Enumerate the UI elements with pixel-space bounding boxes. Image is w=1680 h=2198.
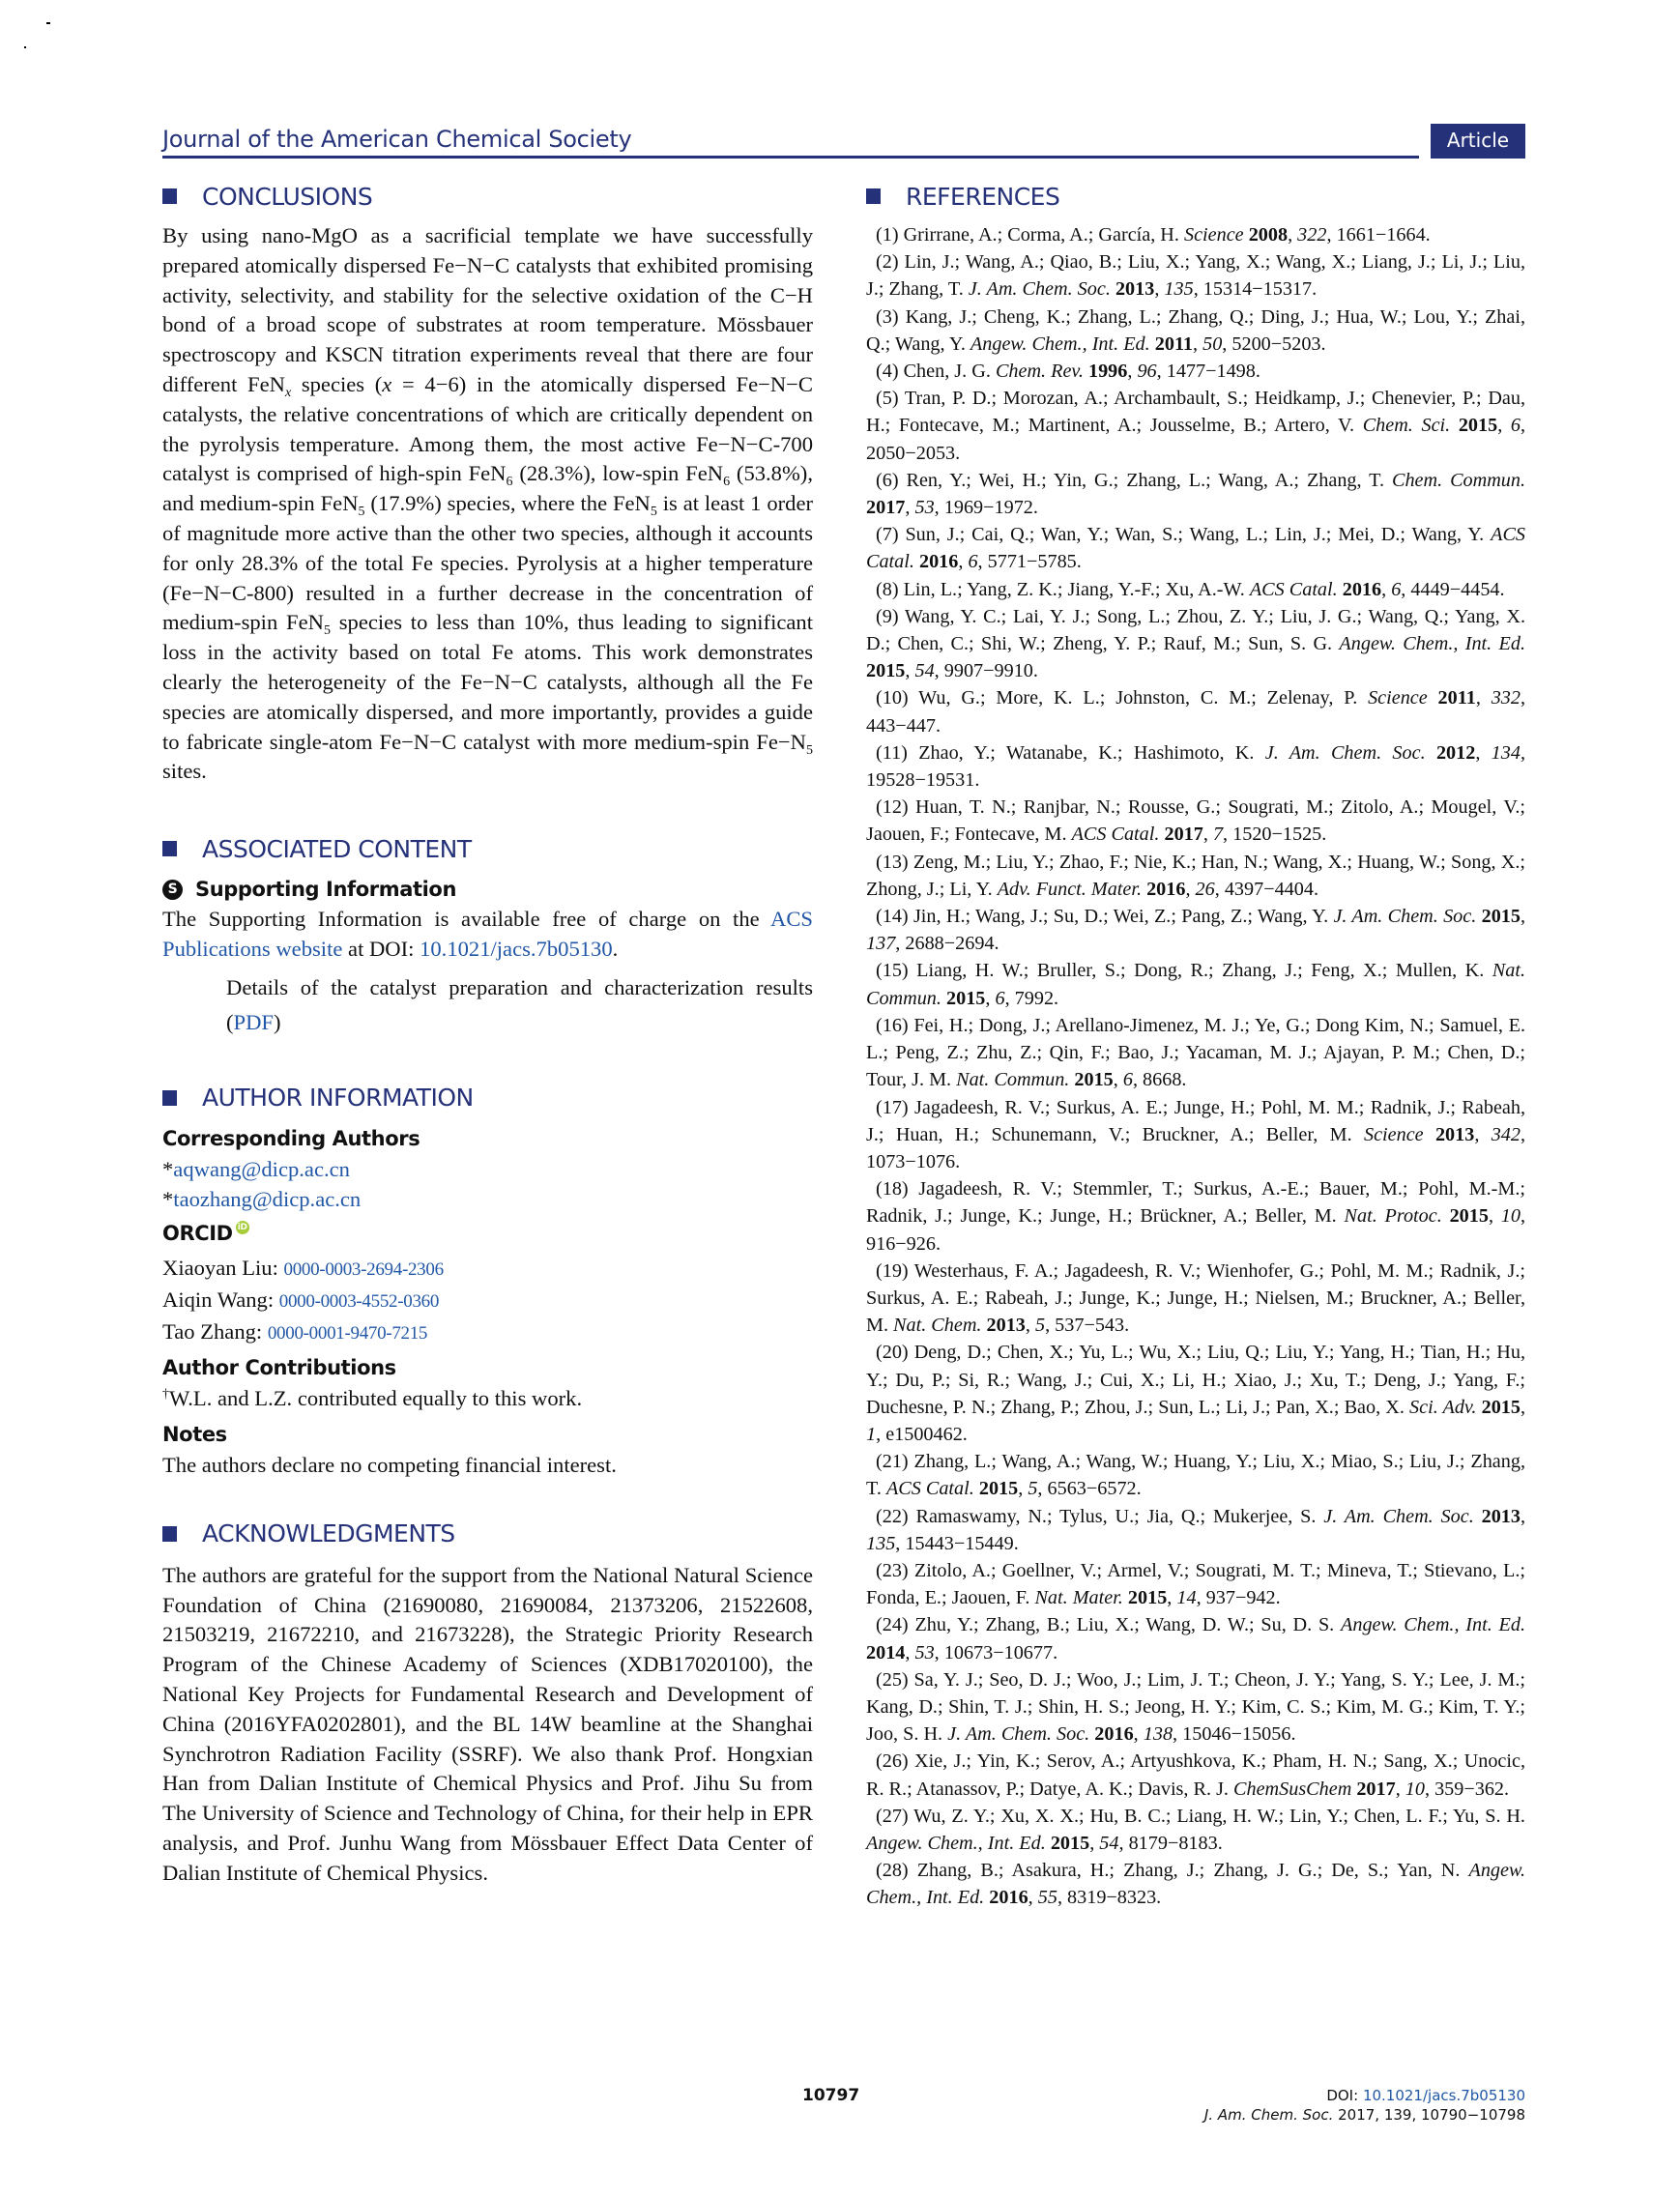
reference-item: (10) Wu, G.; More, K. L.; Johnston, C. M.; Zelenay, P. Science 2011, 332, 443−447. [866, 687, 1526, 737]
header-rule [162, 156, 1419, 159]
reference-item: (27) Wu, Z. Y.; Xu, X. X.; Hu, B. C.; Liang, H. W.; Lin, Y.; Chen, L. F.; Yu, S. H. Angew. Chem., Int. Ed. 2015, 54, 8179−8183. [866, 1805, 1525, 1854]
reference-item: (15) Liang, H. W.; Bruller, S.; Dong, R.; Zhang, J.; Feng, X.; Mullen, K. Nat. Commun. 2015, 6, 7992. [866, 960, 1525, 1009]
corresponding-authors-heading: Corresponding Authors [162, 1126, 420, 1150]
acknowledgments-heading: ACKNOWLEDGMENTS [162, 1517, 813, 1551]
pdf-link[interactable]: PDF [233, 1009, 274, 1034]
orcid-link[interactable]: 0000-0003-2694-2306 [283, 1258, 444, 1280]
running-header [162, 124, 1525, 159]
section-square-icon [162, 1090, 177, 1106]
reference-item: (2) Lin, J.; Wang, A.; Qiao, B.; Liu, X.; Yang, X.; Wang, X.; Liang, J.; Li, J.; Liu, J.; Zhang, T. J. Am. Chem. Soc. 2013, 135, 15314−15317. [866, 251, 1526, 301]
footer-citation: DOI: 10.1021/jacs.7b05130 J. Am. Chem. Soc. 2017, 139, 10790−10798 [1203, 2087, 1525, 2124]
email-row: *aqwang@dicp.ac.cn [162, 1156, 350, 1181]
orcid-row: Aiqin Wang: 0000-0003-4552-0360 [162, 1287, 440, 1312]
orcid-icon: iD [236, 1221, 249, 1234]
orcid-row: Xiaoyan Liu: 0000-0003-2694-2306 [162, 1255, 444, 1280]
reference-item: (26) Xie, J.; Yin, K.; Serov, A.; Artyushkova, K.; Pham, H. N.; Sang, X.; Unocic, R. R.; Atanassov, P.; Datye, A. K.; Davis, R. J. ChemSusChem 2017, 10, 359−362. [866, 1750, 1526, 1800]
reference-item: (12) Huan, T. N.; Ranjbar, N.; Rousse, G.; Sougrati, M.; Zitolo, A.; Mougel, V.; Jaouen, F.; Fontecave, M. ACS Catal. 2017, 7, 1520−1525. [866, 796, 1525, 846]
author-information-heading: AUTHOR INFORMATION [162, 1081, 813, 1115]
email-link[interactable]: aqwang@dicp.ac.cn [173, 1156, 350, 1181]
section-square-icon [162, 841, 177, 856]
reference-item: (24) Zhu, Y.; Zhang, B.; Liu, X.; Wang, D. W.; Su, D. S. Angew. Chem., Int. Ed. 2014, 53, 10673−10677. [866, 1614, 1526, 1663]
reference-item: (28) Zhang, B.; Asakura, H.; Zhang, J.; Zhang, J. G.; De, S.; Yan, N. Angew. Chem., Int. Ed. 2016, 55, 8319−8323. [866, 1860, 1525, 1909]
reference-item: (21) Zhang, L.; Wang, A.; Wang, W.; Huang, Y.; Liu, X.; Miao, S.; Liu, J.; Zhang, T. ACS Catal. 2015, 5, 6563−6572. [866, 1451, 1525, 1500]
associated-content-heading: ASSOCIATED CONTENT [162, 831, 813, 866]
supporting-information-heading: S Supporting Information [162, 874, 813, 905]
reference-item: (18) Jagadeesh, R. V.; Stemmler, T.; Surkus, A.-E.; Bauer, M.; Pohl, M.-M.; Radnik, J.; Junge, K.; Junge, H.; Brückner, A.; Beller, M. Nat. Protoc. 2015, 10, 916−926. [866, 1178, 1526, 1255]
acs-publications-link[interactable]: ACS Publications website [162, 907, 813, 961]
supporting-info-detail: Details of the catalyst preparation and characterization results (PDF) [226, 974, 813, 1034]
doi-link[interactable]: 10.1021/jacs.7b05130 [420, 936, 613, 961]
orcid-link[interactable]: 0000-0001-9470-7215 [267, 1322, 428, 1344]
left-column [162, 179, 813, 1889]
reference-item: (25) Sa, Y. J.; Seo, D. J.; Woo, J.; Lim, J. T.; Cheon, J. Y.; Yang, S. Y.; Lee, J. M.; Kang, D.; Shin, T. J.; Shin, H. S.; Jeong, H. Y.; Kim, C. S.; Kim, M. G.; Kim, T. Y.; Joo, S. H. J. Am. Chem. Soc. 2016, 138, 15046−15056. [866, 1668, 1526, 1746]
section-square-icon [162, 1526, 177, 1542]
footer-doi-link[interactable]: 10.1021/jacs.7b05130 [1362, 2087, 1525, 2104]
acknowledgments-section [162, 1517, 813, 1889]
supporting-info-icon: S [162, 880, 183, 900]
reference-item: (7) Sun, J.; Cai, Q.; Wan, Y.; Wan, S.; Wang, L.; Lin, J.; Mei, D.; Wang, Y. ACS Catal. 2016, 6, 5771−5785. [866, 524, 1526, 573]
reference-item: (9) Wang, Y. C.; Lai, Y. J.; Song, L.; Zhou, Z. Y.; Liu, J. G.; Wang, Q.; Yang, X. D.; Chen, C.; Shi, W.; Zheng, Y. P.; Rauf, M.; Sun, S. G. Angew. Chem., Int. Ed. 2015, 54, 9907−9910. [866, 605, 1526, 682]
email-row: *taozhang@dicp.ac.cn [162, 1186, 362, 1211]
reference-item: (22) Ramaswamy, N.; Tylus, U.; Jia, Q.; Mukerjee, S. J. Am. Chem. Soc. 2013, 135, 15443−15449. [866, 1505, 1526, 1554]
references-heading: REFERENCES [866, 179, 1525, 214]
section-square-icon [162, 188, 177, 204]
reference-list [866, 221, 1525, 1912]
reference-item: (20) Deng, D.; Chen, X.; Yu, L.; Wu, X.; Liu, Q.; Liu, Y.; Yang, H.; Tian, H.; Hu, Y.; Du, P.; Si, R.; Wang, J.; Cui, X.; Li, H.; Xiao, J.; Xu, T.; Deng, J.; Yang, F.; Duchesne, P. N.; Zhang, P.; Zhou, J.; Sun, L.; Li, J.; Pan, X.; Bao, X. Sci. Adv. 2015, 1, e1500462. [866, 1342, 1526, 1445]
crop-mark [46, 22, 50, 24]
notes-heading: Notes [162, 1422, 227, 1446]
reference-item: (8) Lin, L.; Yang, Z. K.; Jiang, Y.-F.; Xu, A.-W. ACS Catal. 2016, 6, 4449−4454. [876, 578, 1505, 600]
crop-mark [24, 46, 26, 48]
reference-item: (17) Jagadeesh, R. V.; Surkus, A. E.; Junge, H.; Pohl, M. M.; Radnik, J.; Rabeah, J.; Huan, H.; Schunemann, V.; Bruckner, A.; Beller, M. Science 2013, 342, 1073−1076. [866, 1096, 1526, 1172]
email-link[interactable]: taozhang@dicp.ac.cn [173, 1186, 362, 1211]
conclusions-heading: CONCLUSIONS [162, 179, 813, 214]
reference-item: (3) Kang, J.; Cheng, K.; Zhang, L.; Zhang, Q.; Ding, J.; Hua, W.; Lou, Y.; Zhai, Q.; Wang, Y. Angew. Chem., Int. Ed. 2011, 50, 5200−5203. [866, 305, 1526, 355]
author-contributions-text: †W.L. and L.Z. contributed equally to this work. [162, 1385, 583, 1410]
orcid-heading: ORCID iD [162, 1218, 813, 1249]
reference-item: (13) Zeng, M.; Liu, Y.; Zhao, F.; Nie, K.; Han, N.; Wang, X.; Huang, W.; Song, X.; Zhong, J.; Li, Y. Adv. Funct. Mater. 2016, 26, 4397−4404. [866, 851, 1526, 900]
acknowledgments-text: The authors are grateful for the support from the National Natural Science Foundation of China (21690080, 21690084, 21373206, 21522608, 21503219, 21672210, and 21673228), the Strategic Priority Research Program of the Chinese Academy of Sciences (XDB17020100), the National Key Projects for Fundamental Research and Development of China (2016YFA0202801), and the BL 14W beamline at the Shanghai Synchrotron Radiation Facility (SSRF). We also thank Prof. Hongxian Han from Dalian Institute of Chemical Physics and Prof. Jihu Su from The University of Science and Technology of China, for their help in EPR analysis, and Prof. Junhu Wang from Mössbauer Effect Data Center of Dalian Institute of Chemical Physics. [162, 1562, 813, 1885]
reference-item: (1) Grirrane, A.; Corma, A.; García, H. Science 2008, 322, 1661−1664. [876, 224, 1431, 246]
page-number: 10797 [802, 2086, 860, 2105]
conclusions-text: By using nano-MgO as a sacrificial template we have successfully prepared atomically dispersed Fe−N−C catalysts that exhibited promising activity, selectivity, and stability for the selective oxidation of the C−H bond of a broad scope of substrates at room temperature. Mössbauer spectroscopy and KSCN titration experiments reveal that there are four different FeN$_x$ species (x = 4−6) in the atomically dispersed Fe−N−C catalysts, the relative concentrations of which are critically dependent on the pyrolysis temperature. Among them, the most active Fe−N−C-700 catalyst is comprised of high-spin FeN$_6$ (28.3%), low-spin FeN$_6$ (53.8%), and medium-spin FeN$_5$ (17.9%) species, where the FeN$_5$ is at least 1 order of magnitude more active than the other two species, although it accounts for only 28.3% of the total Fe species. Pyrolysis at a higher temperature (Fe−N−C-800) resulted in a further decrease in the concentration of medium-spin FeN$_5$ species to less than 10%, thus leading to significant loss in the activity based on total Fe atoms. This work demonstrates clearly the heterogeneity of the Fe−N−C catalysts, although all the Fe species are atomically dispersed, and more importantly, provides a guide to fabricate single-atom Fe−N−C catalyst with more medium-spin $Fe-N_5$ sites. [162, 223, 813, 784]
reference-item: (19) Westerhaus, F. A.; Jagadeesh, R. V.; Wienhofer, G.; Pohl, M. M.; Radnik, J.; Surkus, A. E.; Rabeah, J.; Junge, K.; Junge, H.; Nielsen, M.; Bruckner, A.; Beller, M. Nat. Chem. 2013, 5, 537−543. [866, 1259, 1525, 1337]
conclusions-section [162, 179, 813, 787]
supporting-info-text: The Supporting Information is available free of charge on the ACS Publications website at DOI: 10.1021/jacs.7b05130. [162, 907, 813, 961]
author-contributions-heading: Author Contributions [162, 1355, 396, 1379]
journal-title: Journal of the American Chemical Society [162, 126, 632, 153]
notes-text: The authors declare no competing financial interest. [162, 1452, 617, 1477]
article-type-badge: Article [1431, 124, 1525, 159]
reference-item: (23) Zitolo, A.; Goellner, V.; Armel, V.; Sougrati, M. T.; Mineva, T.; Stievano, L.; Fonda, E.; Jaouen, F. Nat. Mater. 2015, 14, 937−942. [866, 1559, 1525, 1609]
associated-content-section [162, 831, 813, 1040]
reference-item: (16) Fei, H.; Dong, J.; Arellano-Jimenez, M. J.; Ye, G.; Dong Kim, N.; Samuel, E. L.; Peng, Z.; Zhu, Z.; Qin, F.; Bao, J.; Yacaman, M. J.; Ajayan, P. M.; Chen, D.; Tour, J. M. Nat. Commun. 2015, 6, 8668. [866, 1014, 1526, 1091]
reference-item: (5) Tran, P. D.; Morozan, A.; Archambault, S.; Heidkamp, J.; Chenevier, P.; Dau, H.; Fontecave, M.; Martinent, A.; Jousselme, B.; Artero, V. Chem. Sci. 2015, 6, 2050−2053. [866, 388, 1526, 464]
reference-item: (11) Zhao, Y.; Watanabe, K.; Hashimoto, K. J. Am. Chem. Soc. 2012, 134, 19528−19531. [866, 741, 1525, 792]
section-square-icon [866, 188, 881, 204]
reference-item: (14) Jin, H.; Wang, J.; Su, D.; Wei, Z.; Pang, Z.; Wang, Y. J. Am. Chem. Soc. 2015, 137, 2688−2694. [866, 906, 1526, 955]
reference-item: (4) Chen, J. G. Chem. Rev. 1996, 96, 1477−1498. [876, 361, 1260, 383]
orcid-row: Tao Zhang: 0000-0001-9470-7215 [162, 1318, 428, 1344]
reference-item: (6) Ren, Y.; Wei, H.; Yin, G.; Zhang, L.; Wang, A.; Zhang, T. Chem. Commun. 2017, 53, 1969−1972. [866, 469, 1526, 519]
right-column [866, 179, 1525, 1912]
orcid-link[interactable]: 0000-0003-4552-0360 [278, 1290, 440, 1312]
author-information-section [162, 1081, 813, 1480]
